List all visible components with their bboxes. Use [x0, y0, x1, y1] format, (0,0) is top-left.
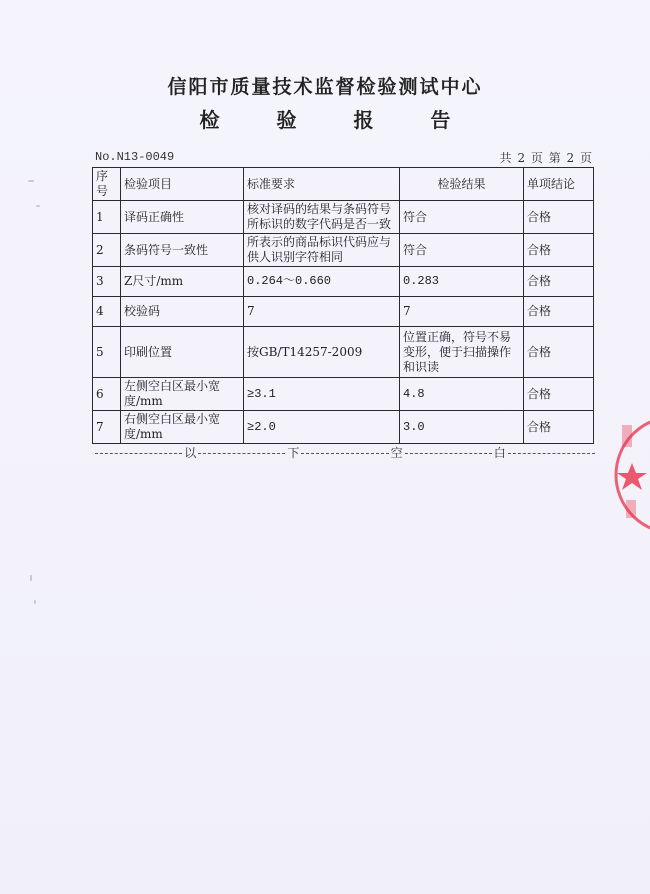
row-standard: 核对译码的结果与条码符号所标识的数字代码是否一致 [244, 201, 400, 234]
seal-star-icon [617, 463, 647, 490]
dash-divider [405, 453, 492, 454]
table-row [93, 297, 594, 327]
row-no: 7 [93, 411, 121, 444]
page-count: 共 2 页 第 2 页 [499, 151, 593, 165]
row-conclusion: 合格 [524, 297, 594, 327]
table-header-row [93, 168, 594, 201]
row-result: 位置正确，符号不易变形，便于扫描操作和识读 [400, 327, 524, 378]
table-row [93, 327, 594, 378]
row-conclusion: 合格 [524, 378, 594, 411]
row-result: 符合 [400, 234, 524, 267]
scan-speck [30, 575, 32, 581]
row-standard: 按GB/T14257-2009 [244, 327, 400, 378]
row-no: 4 [93, 297, 121, 327]
report-title: 检 验 报 告 [199, 108, 476, 132]
row-no: 1 [93, 201, 121, 234]
dash-divider [301, 453, 388, 454]
row-item: 条码符号一致性 [121, 234, 244, 267]
table-row [93, 378, 594, 411]
row-standard: 所表示的商品标识代码应与供人识别字符相同 [244, 234, 400, 267]
row-item: 左侧空白区最小宽度/mm [121, 378, 244, 411]
row-standard: ≥2.0 [244, 411, 400, 444]
row-item: 印刷位置 [121, 327, 244, 378]
row-no: 6 [93, 378, 121, 411]
row-no: 2 [93, 234, 121, 267]
row-conclusion: 合格 [524, 411, 594, 444]
table-row [93, 234, 594, 267]
table-row [93, 267, 594, 297]
row-standard: 7 [244, 297, 400, 327]
blank-char: 下 [287, 446, 300, 460]
row-result: 7 [400, 297, 524, 327]
column-header-item: 检验项目 [121, 168, 244, 201]
column-header-result: 检验结果 [400, 168, 524, 201]
row-no: 5 [93, 327, 121, 378]
inspection-results-table [92, 167, 594, 444]
blank-char: 白 [493, 446, 506, 460]
row-item: 校验码 [121, 297, 244, 327]
row-result: 3.0 [400, 411, 524, 444]
blank-char: 空 [390, 446, 403, 460]
row-item: Z尺寸/mm [121, 267, 244, 297]
row-result: 0.283 [400, 267, 524, 297]
row-item: 译码正确性 [121, 201, 244, 234]
row-item: 右侧空白区最小宽度/mm [121, 411, 244, 444]
row-conclusion: 合格 [524, 201, 594, 234]
blank-char: 以 [184, 446, 197, 460]
column-header-no: 序号 [93, 168, 121, 201]
scan-speck [36, 205, 40, 207]
row-no: 3 [93, 267, 121, 297]
column-header-conclusion: 单项结论 [524, 168, 594, 201]
blank-below-marker [95, 444, 595, 461]
scan-speck [28, 180, 34, 182]
table-row [93, 201, 594, 234]
dash-divider [198, 453, 285, 454]
row-standard: 0.264～0.660 [244, 267, 400, 297]
report-number: No.N13-0049 [95, 150, 175, 164]
row-conclusion: 合格 [524, 267, 594, 297]
row-conclusion: 合格 [524, 327, 594, 378]
dash-divider [508, 453, 595, 454]
row-standard: ≥3.1 [244, 378, 400, 411]
table-row [93, 411, 594, 444]
official-seal-stamp [612, 405, 650, 545]
row-conclusion: 合格 [524, 234, 594, 267]
scan-speck [34, 600, 36, 604]
dash-divider [95, 453, 182, 454]
row-result: 符合 [400, 201, 524, 234]
row-result: 4.8 [400, 378, 524, 411]
column-header-standard: 标准要求 [244, 168, 400, 201]
organization-title: 信阳市质量技术监督检验测试中心 [167, 76, 483, 98]
